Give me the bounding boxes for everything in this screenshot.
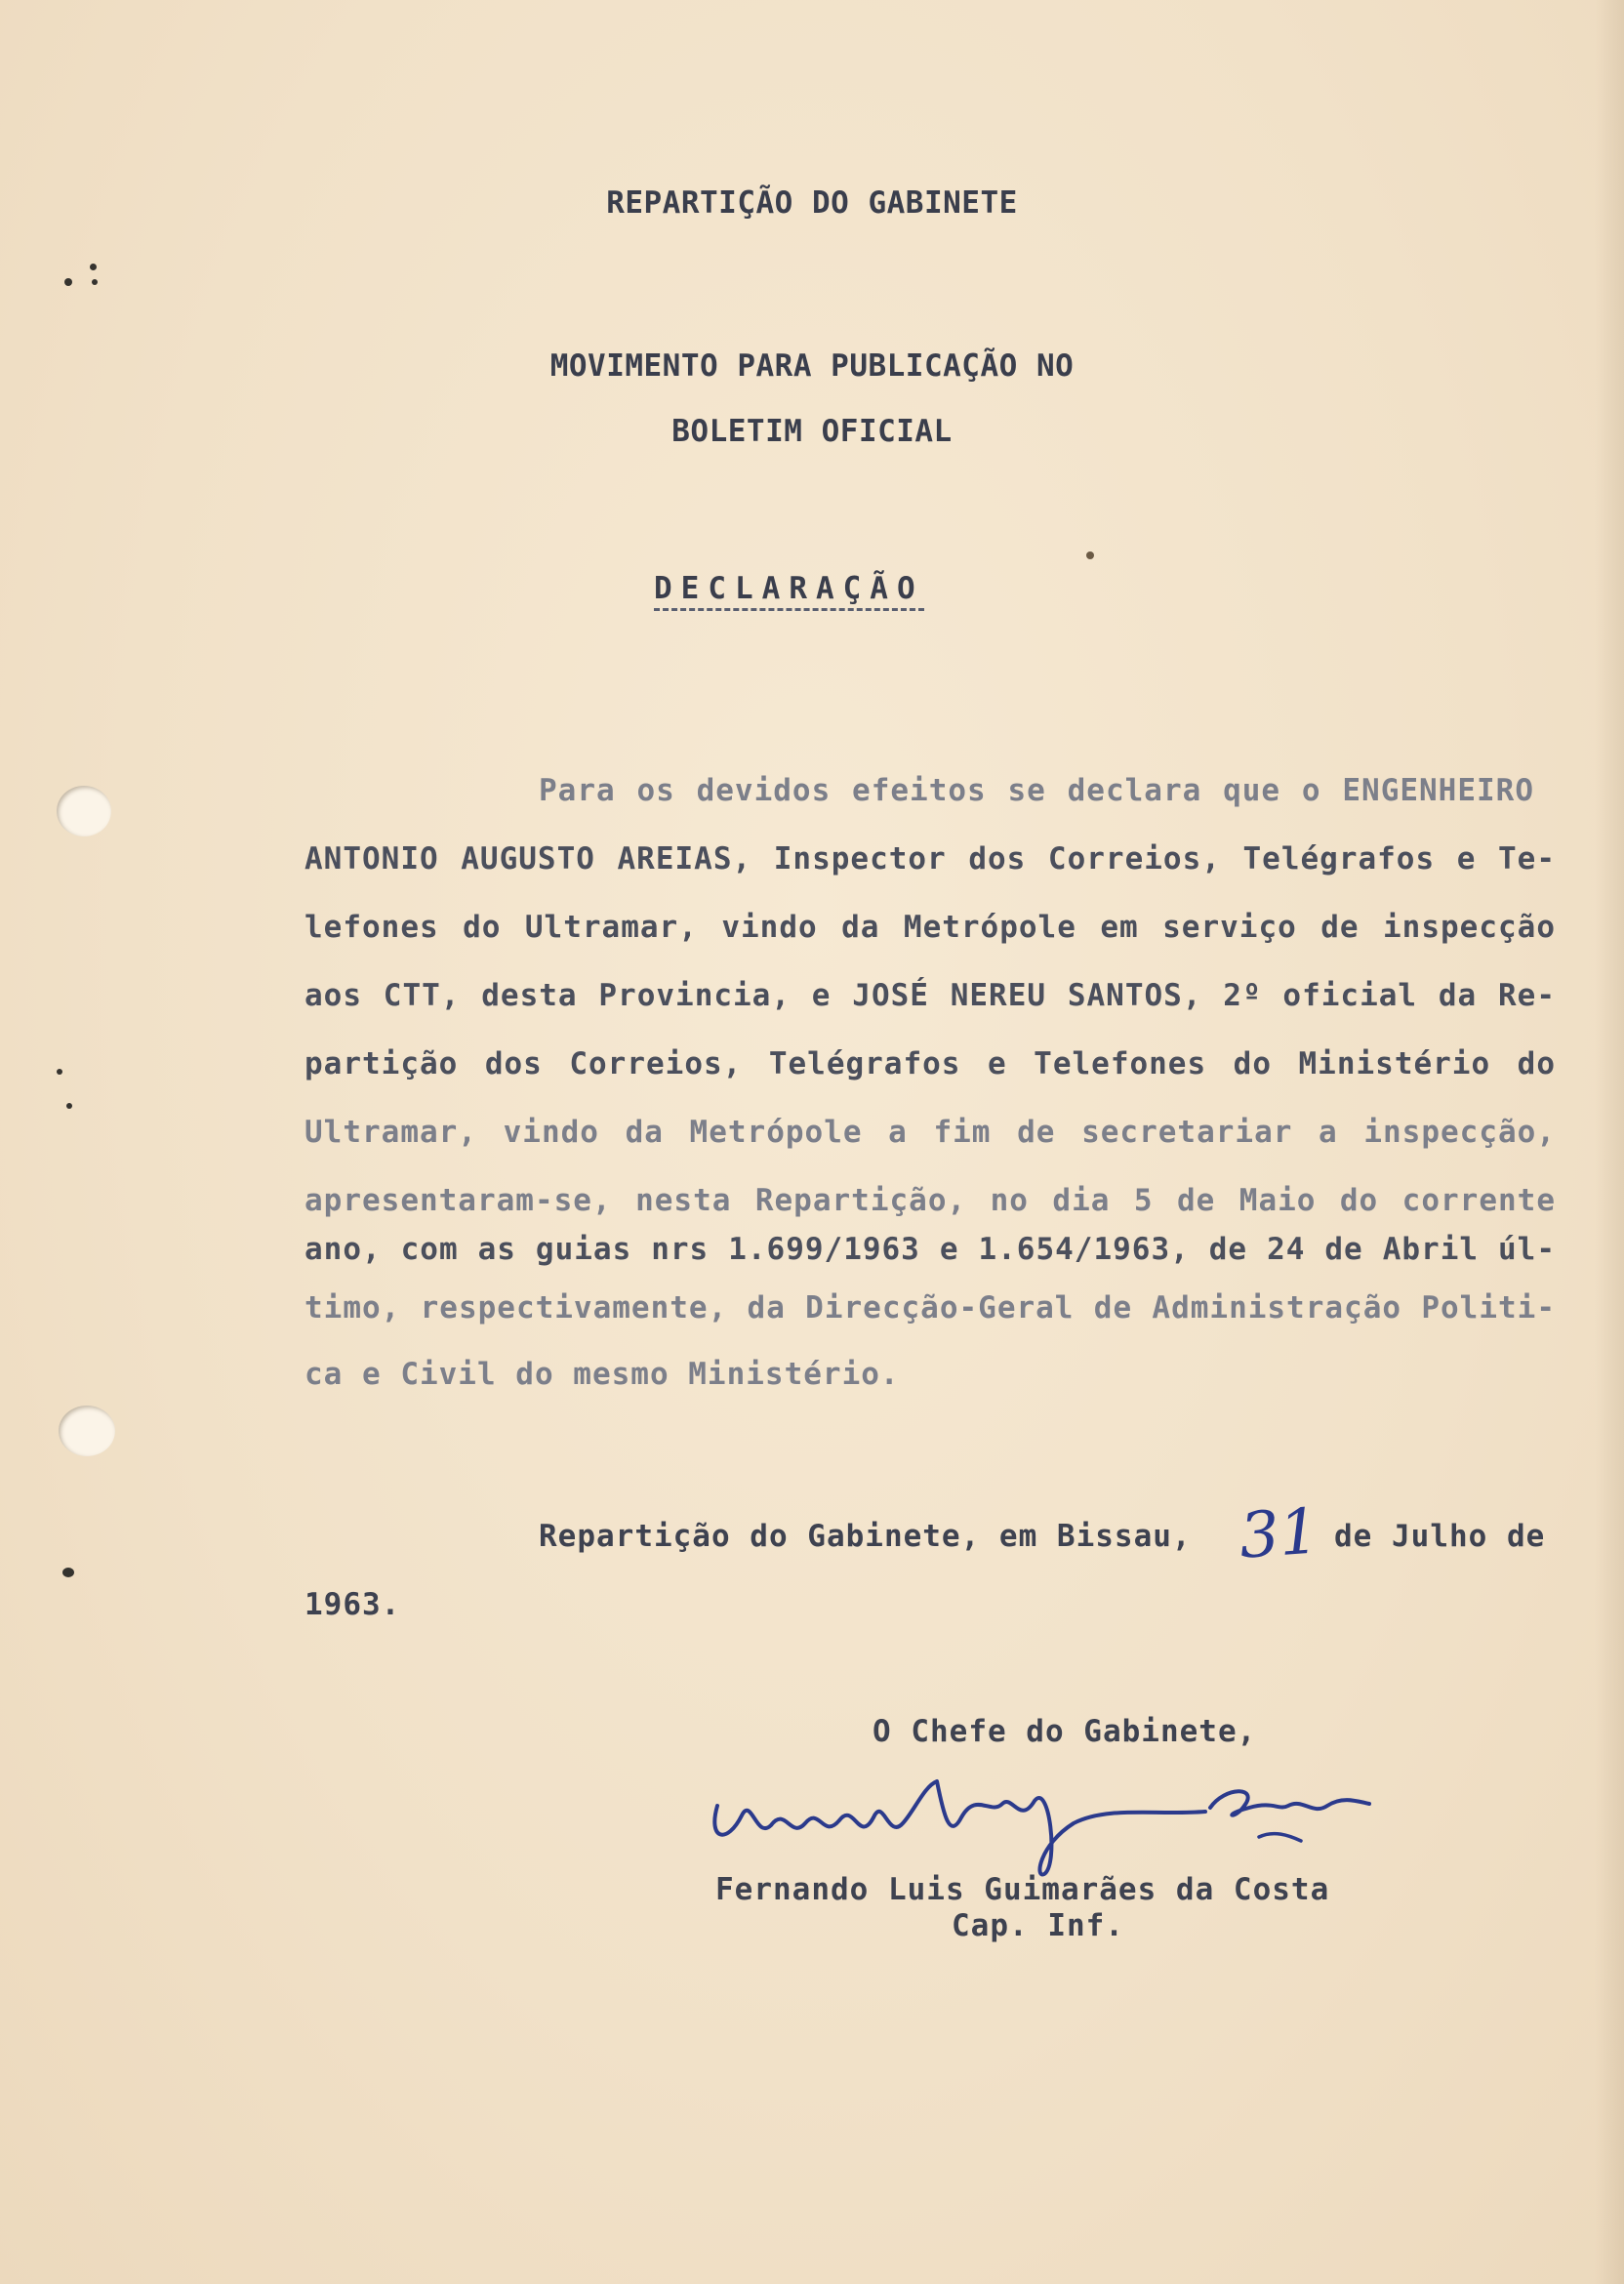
- place-date-prefix: Repartição do Gabinete, em Bissau,: [539, 1519, 1192, 1554]
- ink-mark: [64, 278, 72, 286]
- ink-mark: [92, 279, 98, 285]
- handwritten-day: 31: [1237, 1495, 1321, 1573]
- body-line: Ultramar, vindo da Metrópole a fim de secretariar a inspecção,: [304, 1115, 1556, 1150]
- body-line: Para os devidos efeitos se declara que o ENGENHEIRO: [539, 773, 1534, 808]
- ink-mark: [57, 1069, 62, 1075]
- handwritten-signature: [698, 1747, 1381, 1884]
- ink-mark: [1086, 551, 1094, 559]
- movement-heading-line2: BOLETIM OFICIAL: [671, 414, 953, 449]
- body-line: ca e Civil do mesmo Ministério.: [304, 1357, 900, 1392]
- signatory-role: O Chefe do Gabinete,: [873, 1714, 1257, 1749]
- ink-mark: [90, 264, 97, 270]
- place-date-suffix: de Julho de: [1334, 1519, 1546, 1554]
- signatory-name: Fernando Luis Guimarães da Costa: [715, 1872, 1330, 1907]
- paper-edge-shadow: [1595, 0, 1624, 2284]
- ink-mark: [66, 1103, 72, 1109]
- movement-heading-line1: MOVIMENTO PARA PUBLICAÇÃO NO: [549, 348, 1075, 384]
- body-line: ano, com as guias nrs 1.699/1963 e 1.654/1963, de 24 de Abril úl-: [304, 1232, 1556, 1267]
- body-line: aos CTT, desta Provincia, e JOSÉ NEREU SANTOS, 2º oficial da Re-: [304, 978, 1556, 1013]
- punch-hole-top: [57, 786, 111, 836]
- body-line: lefones do Ultramar, vindo da Metrópole em serviço de inspecção: [304, 910, 1556, 945]
- place-date-year: 1963.: [304, 1587, 401, 1622]
- signatory-rank: Cap. Inf.: [952, 1908, 1124, 1943]
- department-heading: REPARTIÇÃO DO GABINETE: [606, 185, 1018, 221]
- body-line: partição dos Correios, Telégrafos e Telefones do Ministério do: [304, 1046, 1556, 1081]
- document-title: DECLARAÇÃO: [654, 571, 924, 611]
- body-line: ANTONIO AUGUSTO AREIAS, Inspector dos Correios, Telégrafos e Te-: [304, 841, 1556, 877]
- punch-hole-bottom: [59, 1406, 115, 1456]
- body-line: apresentaram-se, nesta Repartição, no dia 5 de Maio do corrente: [304, 1183, 1556, 1218]
- body-line: timo, respectivamente, da Direcção-Geral de Administração Politi-: [304, 1290, 1556, 1326]
- ink-mark: [62, 1568, 74, 1577]
